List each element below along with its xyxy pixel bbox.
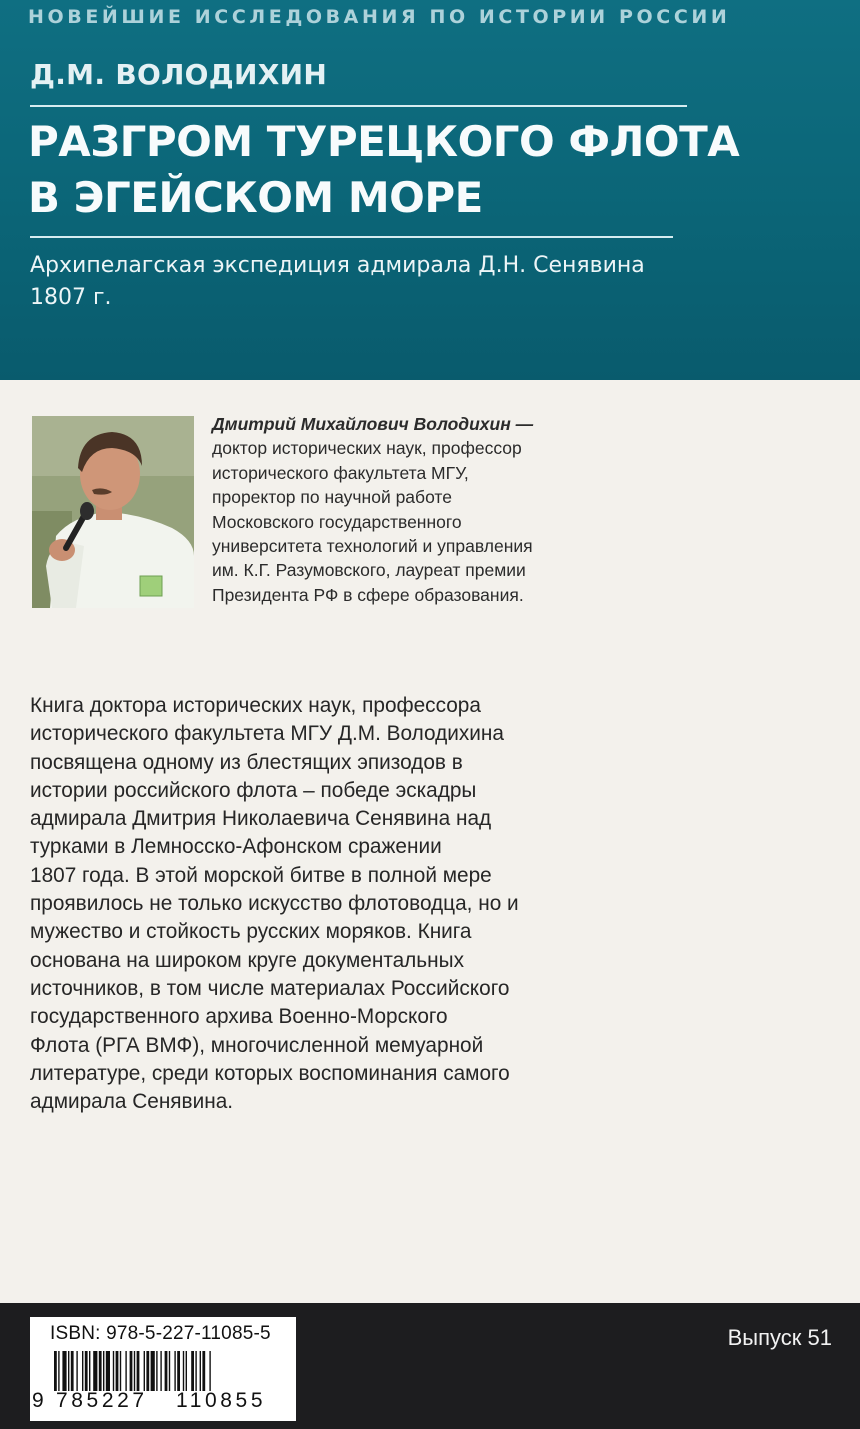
- barcode-bar: [165, 1351, 168, 1391]
- isbn-label: ISBN: 978-5-227-11085-5: [50, 1323, 271, 1344]
- barcode-bar: [202, 1351, 205, 1391]
- description-line: посвящена одному из блестящих эпизодов в: [30, 750, 463, 774]
- author-name: Д.М. ВОЛОДИХИН: [30, 58, 328, 91]
- book-description: [30, 692, 630, 1116]
- description-line: мужество и стойкость русских моряков. Книга: [30, 920, 472, 944]
- series-title: НОВЕЙШИЕ ИССЛЕДОВАНИЯ ПО ИСТОРИИ РОССИИ: [28, 6, 731, 28]
- divider-bottom: [30, 236, 673, 238]
- barcode-bar: [85, 1351, 88, 1391]
- barcode-bar: [134, 1351, 135, 1391]
- book-subtitle: [30, 250, 730, 314]
- bio-line: Московского государственного: [212, 511, 462, 532]
- bio-author-name: Дмитрий Михайлович Володихин —: [212, 414, 534, 434]
- cover-footer: [0, 1303, 860, 1429]
- description-line: проявилось не только искусство флотоводца, но и: [30, 892, 519, 916]
- barcode-bar: [174, 1351, 175, 1391]
- description-line: Флота (РГА ВМФ), многочисленной мемуарной: [30, 1033, 484, 1057]
- bio-line: Президента РФ в сфере образования.: [212, 584, 524, 605]
- barcode-bar: [125, 1351, 126, 1391]
- description-line: исторического факультета МГУ Д.М. Володихина: [30, 722, 504, 746]
- description-line: Книга доктора исторических наук, профессора: [30, 694, 481, 717]
- barcode-bar: [191, 1351, 194, 1391]
- isbn-barcode: [30, 1317, 296, 1421]
- barcode-bar: [137, 1351, 140, 1391]
- description-line: турками в Лемносско-Афонском сражении: [30, 835, 442, 859]
- cover-header: [0, 0, 860, 380]
- barcode-bar: [76, 1351, 77, 1391]
- barcode-digit-group-left: 785227: [56, 1389, 148, 1412]
- barcode-bar: [130, 1351, 133, 1391]
- bio-line: проректор по научной работе: [212, 487, 452, 508]
- book-title: [28, 114, 828, 226]
- subtitle-line-2: 1807 г.: [30, 285, 112, 310]
- description-line: источников, в том числе материалах Российского: [30, 976, 510, 1000]
- barcode-bar: [200, 1351, 201, 1391]
- barcode-bar: [151, 1351, 155, 1391]
- barcode-bar: [144, 1351, 145, 1391]
- barcode-bar: [120, 1351, 121, 1391]
- barcode-bar: [156, 1351, 157, 1391]
- barcode-bar: [183, 1351, 184, 1391]
- description-line: адмирала Сенявина.: [30, 1090, 234, 1114]
- barcode-bar: [146, 1351, 149, 1391]
- barcode-bar: [116, 1351, 119, 1391]
- description-line: литературе, среди которых воспоминания самого: [30, 1061, 510, 1085]
- barcode-bar: [58, 1351, 59, 1391]
- description-line: адмирала Дмитрия Николаевича Сенявина над: [30, 807, 492, 831]
- barcode-digit-prefix: 9: [32, 1389, 44, 1412]
- barcode-bar: [71, 1351, 74, 1391]
- barcode-bar: [54, 1351, 57, 1391]
- barcode-bar: [160, 1351, 161, 1391]
- bio-line: им. К.Г. Разумовского, лауреат премии: [212, 560, 526, 581]
- description-line: государственного архива Военно-Морского: [30, 1005, 448, 1029]
- barcode-digit-group-right: 110855: [176, 1389, 267, 1412]
- barcode-bar: [103, 1351, 104, 1391]
- barcode-bar: [169, 1351, 170, 1391]
- barcode-bar: [113, 1351, 114, 1391]
- author-photo: [32, 416, 194, 608]
- title-line-1: РАЗГРОМ ТУРЕЦКОГО ФЛОТА: [28, 117, 740, 166]
- bio-line: доктор исторических наук, профессор: [212, 438, 522, 459]
- barcode-bar: [82, 1351, 83, 1391]
- bio-line: университета технологий и управления: [212, 536, 533, 557]
- barcode-bar: [195, 1351, 196, 1391]
- barcode-bar: [186, 1351, 187, 1391]
- barcode-bars: [34, 1351, 292, 1391]
- subtitle-line-1: Архипелагская экспедиция адмирала Д.Н. Сенявина: [30, 253, 645, 278]
- description-line: истории российского флота – победе эскадры: [30, 778, 477, 802]
- barcode-bar: [89, 1351, 90, 1391]
- barcode-bar: [93, 1351, 97, 1391]
- barcode-bar: [99, 1351, 102, 1391]
- barcode-bar: [177, 1351, 180, 1391]
- barcode-bar: [209, 1351, 210, 1391]
- barcode-bar: [62, 1351, 66, 1391]
- author-photo-illustration: [32, 416, 194, 608]
- author-bio: [212, 412, 632, 607]
- description-line: основана на широком круге документальных: [30, 948, 464, 972]
- bio-line: исторического факультета МГУ,: [212, 462, 469, 483]
- barcode-bar: [106, 1351, 110, 1391]
- issue-number: Выпуск 51: [727, 1325, 832, 1350]
- barcode-bar: [68, 1351, 69, 1391]
- title-line-2: В ЭГЕЙСКОМ МОРЕ: [28, 173, 483, 222]
- divider-top: [30, 105, 687, 107]
- description-line: 1807 года. В этой морской битве в полной мере: [30, 863, 492, 887]
